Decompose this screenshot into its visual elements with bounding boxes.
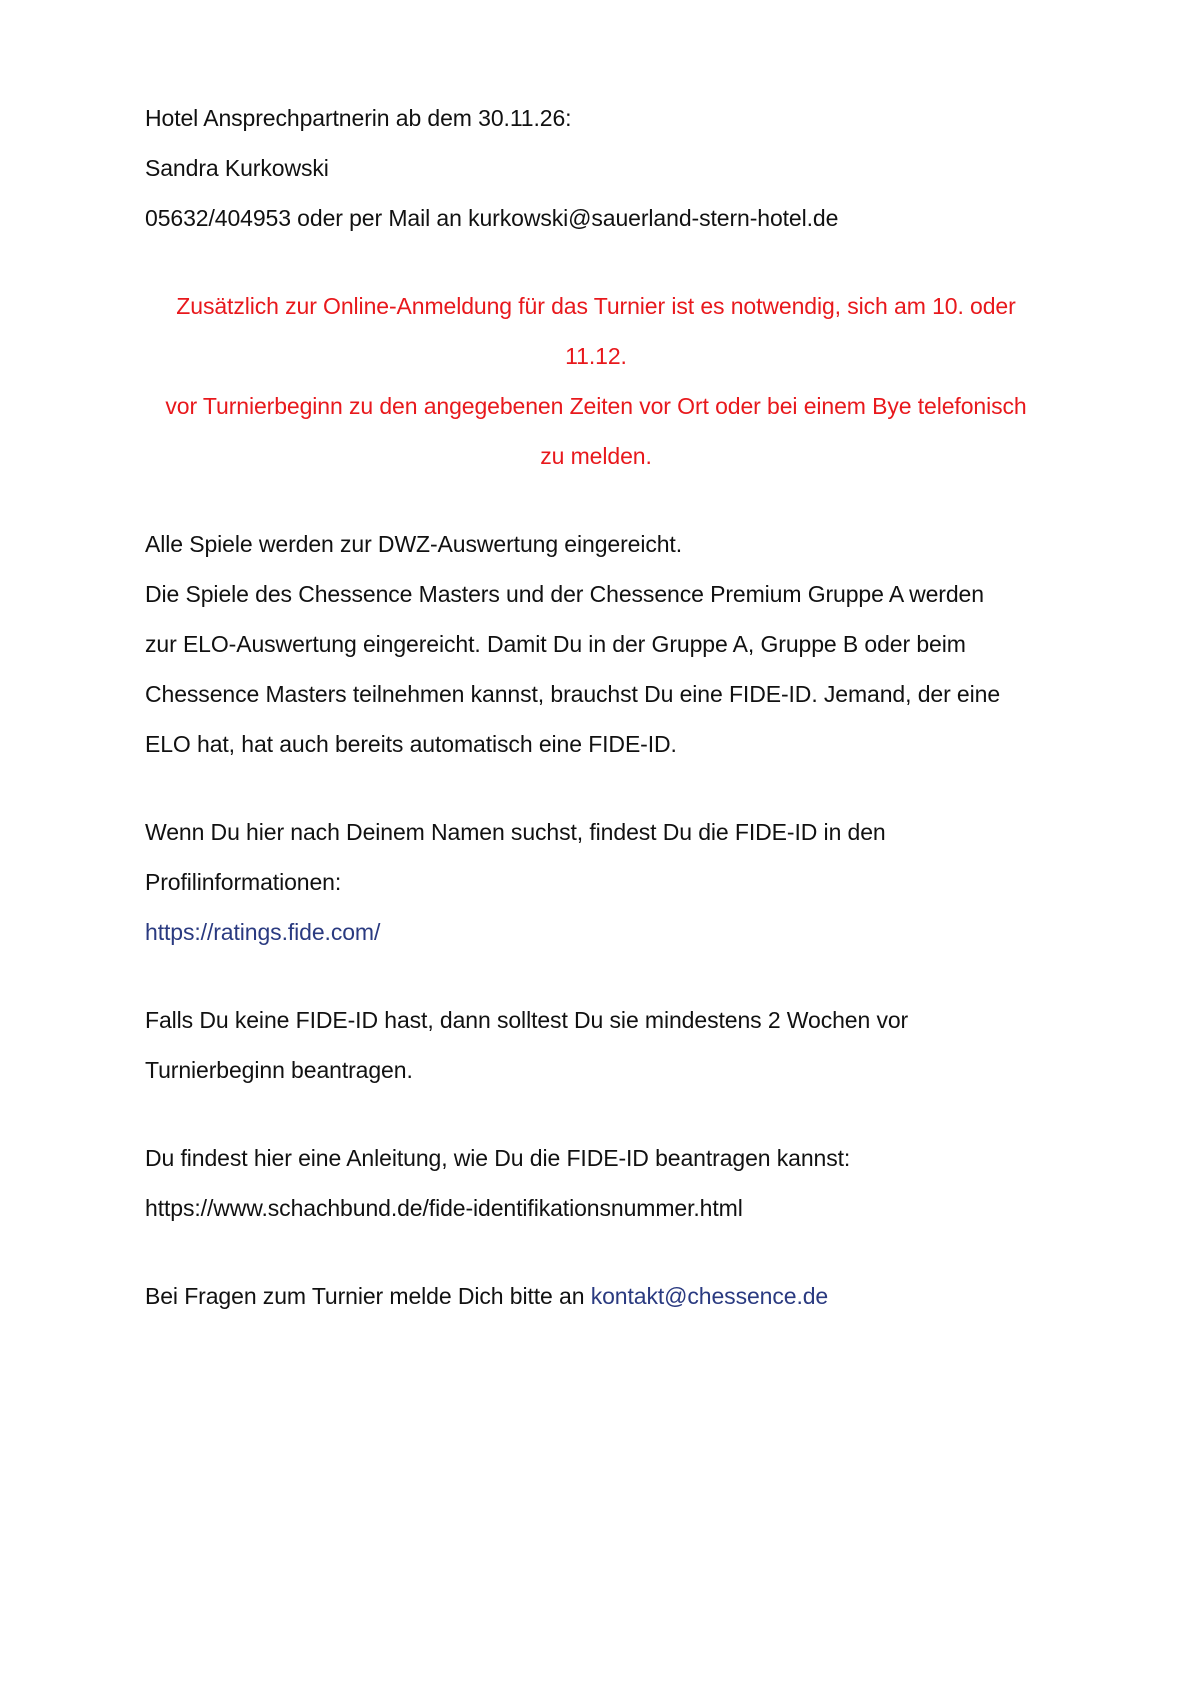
hotel-contact-email: kurkowski@sauerland-stern-hotel.de [468, 205, 839, 231]
fide-search-line-1: Wenn Du hier nach Deinem Namen suchst, findest Du die FIDE-ID in den [145, 819, 886, 845]
fide-search-line-2: Profilinformationen: [145, 869, 342, 895]
rating-info-line-5: ELO hat, hat auch bereits automatisch eine FIDE-ID. [145, 731, 677, 757]
fide-ratings-link-row [145, 917, 380, 947]
fide-ratings-link[interactable]: https://ratings.fide.com/ [145, 919, 381, 945]
notice-line-3: vor Turnierbeginn zu den angegebenen Zeiten vor Ort oder bei einem Bye telefonisch [165, 393, 1027, 419]
rating-info-line-4: Chessence Masters teilnehmen kannst, brauchst Du eine FIDE-ID. Jemand, der eine [145, 681, 1001, 707]
fide-apply-line-2: Turnierbeginn beantragen. [145, 1057, 413, 1083]
guide-url: https://www.schachbund.de/fide-identifikationsnummer.html [145, 1195, 743, 1221]
notice-line-1: Zusätzlich zur Online-Anmeldung für das Turnier ist es notwendig, sich am 10. oder [176, 293, 1016, 319]
rating-info-line-1: Alle Spiele werden zur DWZ-Auswertung eingereicht. [145, 531, 683, 557]
guide-text: Du findest hier eine Anleitung, wie Du die FIDE-ID beantragen kannst: [145, 1145, 851, 1171]
contact-line [145, 1281, 828, 1311]
rating-info-line-3: zur ELO-Auswertung eingereicht. Damit Du in der Gruppe A, Gruppe B oder beim [145, 631, 966, 657]
hotel-contact-heading: Hotel Ansprechpartnerin ab dem 30.11.26: [145, 105, 572, 131]
hotel-contact-phone-text: 05632/404953 oder per Mail an [145, 205, 469, 231]
fide-apply-line-1: Falls Du keine FIDE-ID hast, dann solltest Du sie mindestens 2 Wochen vor [145, 1007, 909, 1033]
contact-email-link[interactable]: kontakt@chessence.de [590, 1283, 829, 1309]
notice-line-2: 11.12. [565, 343, 627, 369]
notice-line-4: zu melden. [540, 443, 652, 469]
contact-prefix: Bei Fragen zum Turnier melde Dich bitte an [145, 1283, 591, 1309]
hotel-contact-name: Sandra Kurkowski [145, 155, 329, 181]
hotel-contact-phone-mail [145, 203, 838, 233]
rating-info-line-2: Die Spiele des Chessence Masters und der Chessence Premium Gruppe A werden [145, 581, 984, 607]
